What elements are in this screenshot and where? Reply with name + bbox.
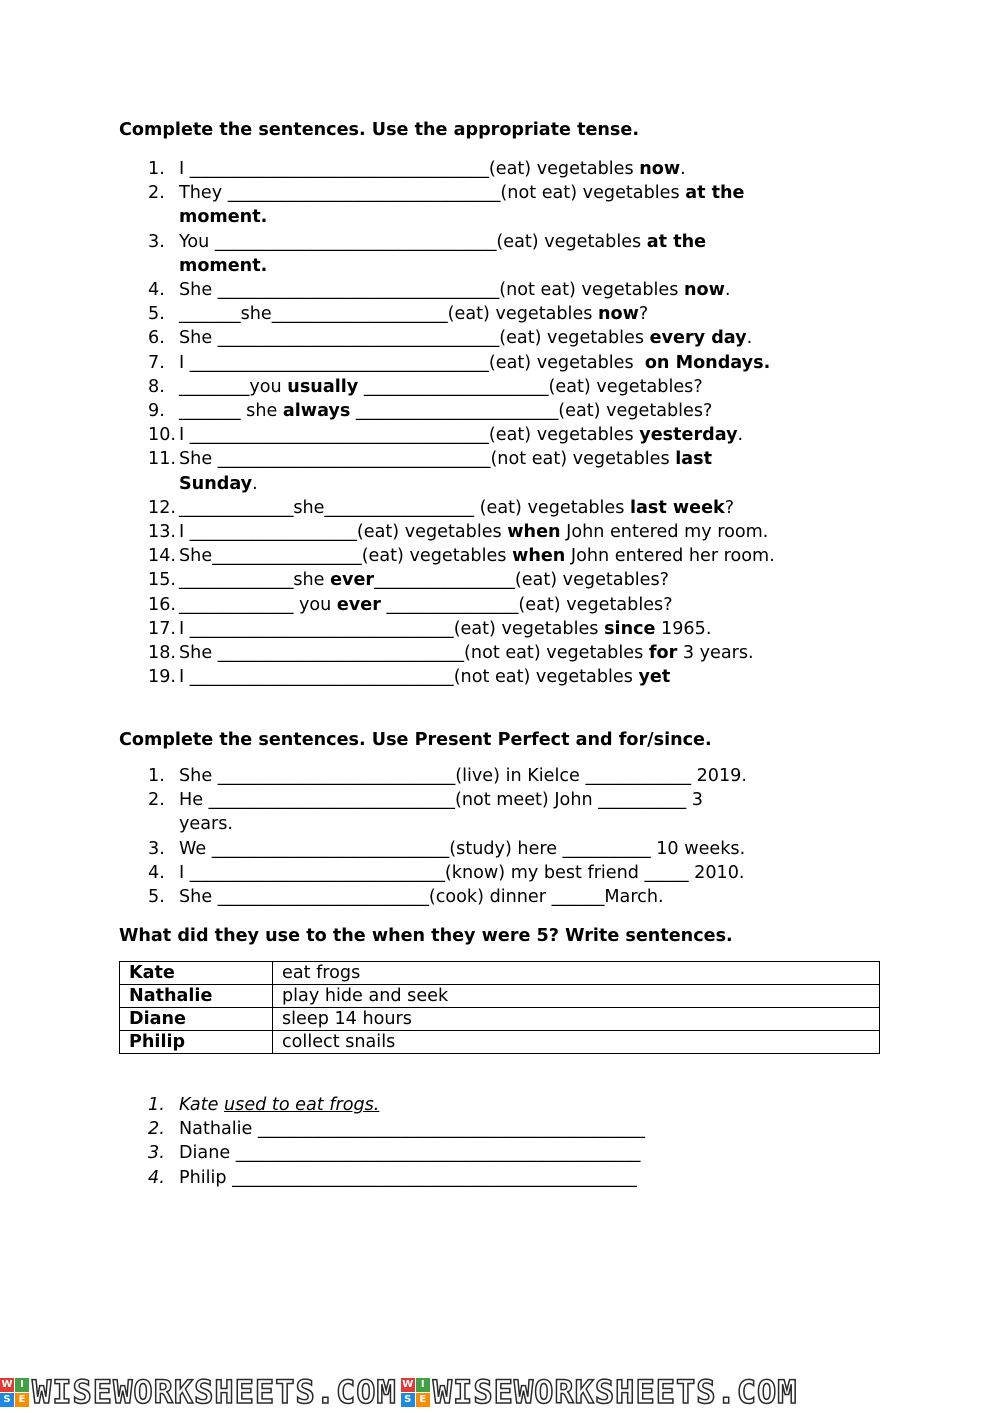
list-item	[148, 641, 888, 665]
item-number: 16.	[148, 594, 176, 615]
list-item	[148, 230, 888, 278]
list-item	[148, 278, 888, 302]
list-item	[148, 181, 888, 229]
item-number: 1.	[148, 159, 165, 179]
item-number: 4.	[148, 280, 165, 301]
item-text: He ____________________________(not meet) John __________ 3 years.	[179, 790, 703, 835]
logo-letter: W	[1, 1379, 13, 1390]
item-number: 1.	[148, 1095, 165, 1115]
item-number: 4.	[148, 862, 165, 883]
list-item	[148, 302, 888, 326]
exercise2-heading: Complete the sentences. Use Present Perfect and for/since.	[119, 730, 712, 750]
exercise1-list	[148, 157, 888, 689]
table-row	[120, 1031, 880, 1054]
item-text: She ________________________(cook) dinner ______March.	[179, 887, 664, 908]
item-number: 3.	[148, 838, 165, 859]
item-text: I _____________________________(know) my best friend _____ 2010.	[179, 862, 745, 883]
item-number: 9.	[148, 401, 165, 422]
item-number: 14.	[148, 546, 176, 567]
list-item	[148, 1166, 888, 1190]
logo-letter: S	[401, 1393, 415, 1407]
item-number: 19.	[148, 667, 176, 688]
child-name-cell: Diane	[120, 1008, 273, 1031]
list-item	[148, 447, 888, 495]
item-number: 1.	[148, 766, 165, 786]
logo-letter: E	[416, 1393, 430, 1407]
item-text: She ________________________________(not eat) vegetables now.	[179, 280, 731, 301]
item-number: 2.	[148, 183, 165, 204]
item-number: 5.	[148, 887, 165, 908]
item-number: 3.	[148, 1143, 165, 1164]
watermark-text: WISEWORKSHEETS.COM	[432, 1373, 798, 1411]
item-number: 5.	[148, 304, 165, 325]
list-item	[148, 1093, 888, 1117]
item-number: 2.	[148, 1119, 165, 1140]
child-name-cell: Philip	[120, 1031, 273, 1054]
exercise2-list	[148, 764, 888, 909]
item-text: You ________________________________(eat) vegetables at the moment.	[179, 231, 707, 276]
item-number: 10.	[148, 425, 176, 446]
item-text: Kate used to eat frogs.	[179, 1095, 380, 1115]
item-number: 18.	[148, 643, 176, 664]
list-item	[148, 1117, 888, 1141]
item-number: 15.	[148, 570, 176, 591]
watermark-footer	[0, 1372, 1000, 1413]
item-text: _______she____________________(eat) vegetables now?	[179, 304, 649, 325]
activities-table	[119, 961, 880, 1054]
item-text: Diane ______________________________________________	[179, 1143, 641, 1164]
list-item	[148, 520, 888, 544]
item-number: 4.	[148, 1167, 165, 1188]
activity-cell: sleep 14 hours	[273, 1008, 880, 1031]
list-item	[148, 885, 888, 909]
logo-letter: I	[416, 1378, 430, 1392]
watermark-text: WISEWORKSHEETS.COM	[32, 1373, 397, 1411]
list-item	[148, 593, 888, 617]
table-row	[120, 962, 880, 985]
activity-cell: collect snails	[273, 1031, 880, 1054]
item-text: _____________she_________________ (eat) vegetables last week?	[179, 497, 735, 518]
list-item	[148, 788, 888, 836]
list-item	[148, 157, 888, 181]
item-text: _______ she always _______________________(eat) vegetables?	[179, 401, 713, 422]
watermark-brand-1	[0, 1372, 397, 1413]
item-number: 6.	[148, 328, 165, 349]
item-text: They _______________________________(not eat) vegetables at the moment.	[179, 183, 745, 228]
logo-letter: I	[15, 1378, 29, 1392]
exercise1-heading: Complete the sentences. Use the appropriate tense.	[119, 120, 640, 140]
list-item	[148, 861, 888, 885]
item-text: We ___________________________(study) here __________ 10 weeks.	[179, 838, 746, 859]
item-text: She _______________________________(not eat) vegetables last Sunday.	[179, 449, 713, 494]
logo-letter: S	[0, 1393, 14, 1407]
list-item	[148, 1141, 888, 1165]
item-number: 7.	[148, 352, 165, 373]
item-number: 3.	[148, 231, 165, 252]
table-row	[120, 985, 880, 1008]
item-number: 13.	[148, 522, 176, 543]
item-text: She ________________________________(eat) vegetables every day.	[179, 328, 753, 349]
list-item	[148, 351, 888, 375]
logo-letter: E	[15, 1393, 29, 1407]
list-item	[148, 399, 888, 423]
list-item	[148, 544, 888, 568]
watermark-logo-icon	[401, 1378, 430, 1407]
exercise3-heading: What did they use to the when they were 5? Write sentences.	[119, 926, 733, 946]
list-item	[148, 568, 888, 592]
item-text: She ____________________________(not eat) vegetables for 3 years.	[179, 643, 754, 664]
list-item	[148, 617, 888, 641]
item-text: I __________________________________(eat) vegetables on Mondays.	[179, 352, 771, 373]
item-text: Nathalie ____________________________________________	[179, 1119, 646, 1140]
item-text: _____________she ever________________(eat) vegetables?	[179, 570, 669, 591]
exercise3-answer-list	[148, 1093, 888, 1190]
list-item	[148, 665, 888, 689]
activity-cell: eat frogs	[273, 962, 880, 985]
list-item	[148, 496, 888, 520]
list-item	[148, 423, 888, 447]
child-name-cell: Nathalie	[120, 985, 273, 1008]
list-item	[148, 375, 888, 399]
item-text: ________you usually _____________________(eat) vegetables?	[179, 376, 703, 397]
list-item	[148, 837, 888, 861]
item-text: I __________________________________(eat) vegetables now.	[179, 159, 686, 179]
item-text: I ______________________________(not eat) vegetables yet	[179, 667, 671, 688]
child-name-cell: Kate	[120, 962, 273, 985]
item-number: 2.	[148, 790, 165, 811]
item-text: _____________ you ever _______________(eat) vegetables?	[179, 594, 673, 615]
item-number: 17.	[148, 618, 176, 639]
item-text: I __________________________________(eat) vegetables yesterday.	[179, 425, 744, 446]
item-number: 12.	[148, 497, 176, 518]
logo-letter: W	[402, 1379, 414, 1390]
item-text: She_________________(eat) vegetables when John entered her room.	[179, 546, 775, 567]
activity-cell: play hide and seek	[273, 985, 880, 1008]
item-text: I ______________________________(eat) vegetables since 1965.	[179, 618, 712, 639]
watermark-logo-icon	[0, 1378, 29, 1407]
list-item	[148, 764, 888, 788]
item-text: Philip ______________________________________________	[179, 1167, 637, 1188]
item-text: I ___________________(eat) vegetables when John entered my room.	[179, 522, 769, 543]
item-text: She ___________________________(live) in Kielce ____________ 2019.	[179, 766, 747, 786]
watermark-brand-2	[401, 1372, 798, 1413]
item-number: 8.	[148, 376, 165, 397]
table-row	[120, 1008, 880, 1031]
item-number: 11.	[148, 449, 176, 470]
list-item	[148, 326, 888, 350]
